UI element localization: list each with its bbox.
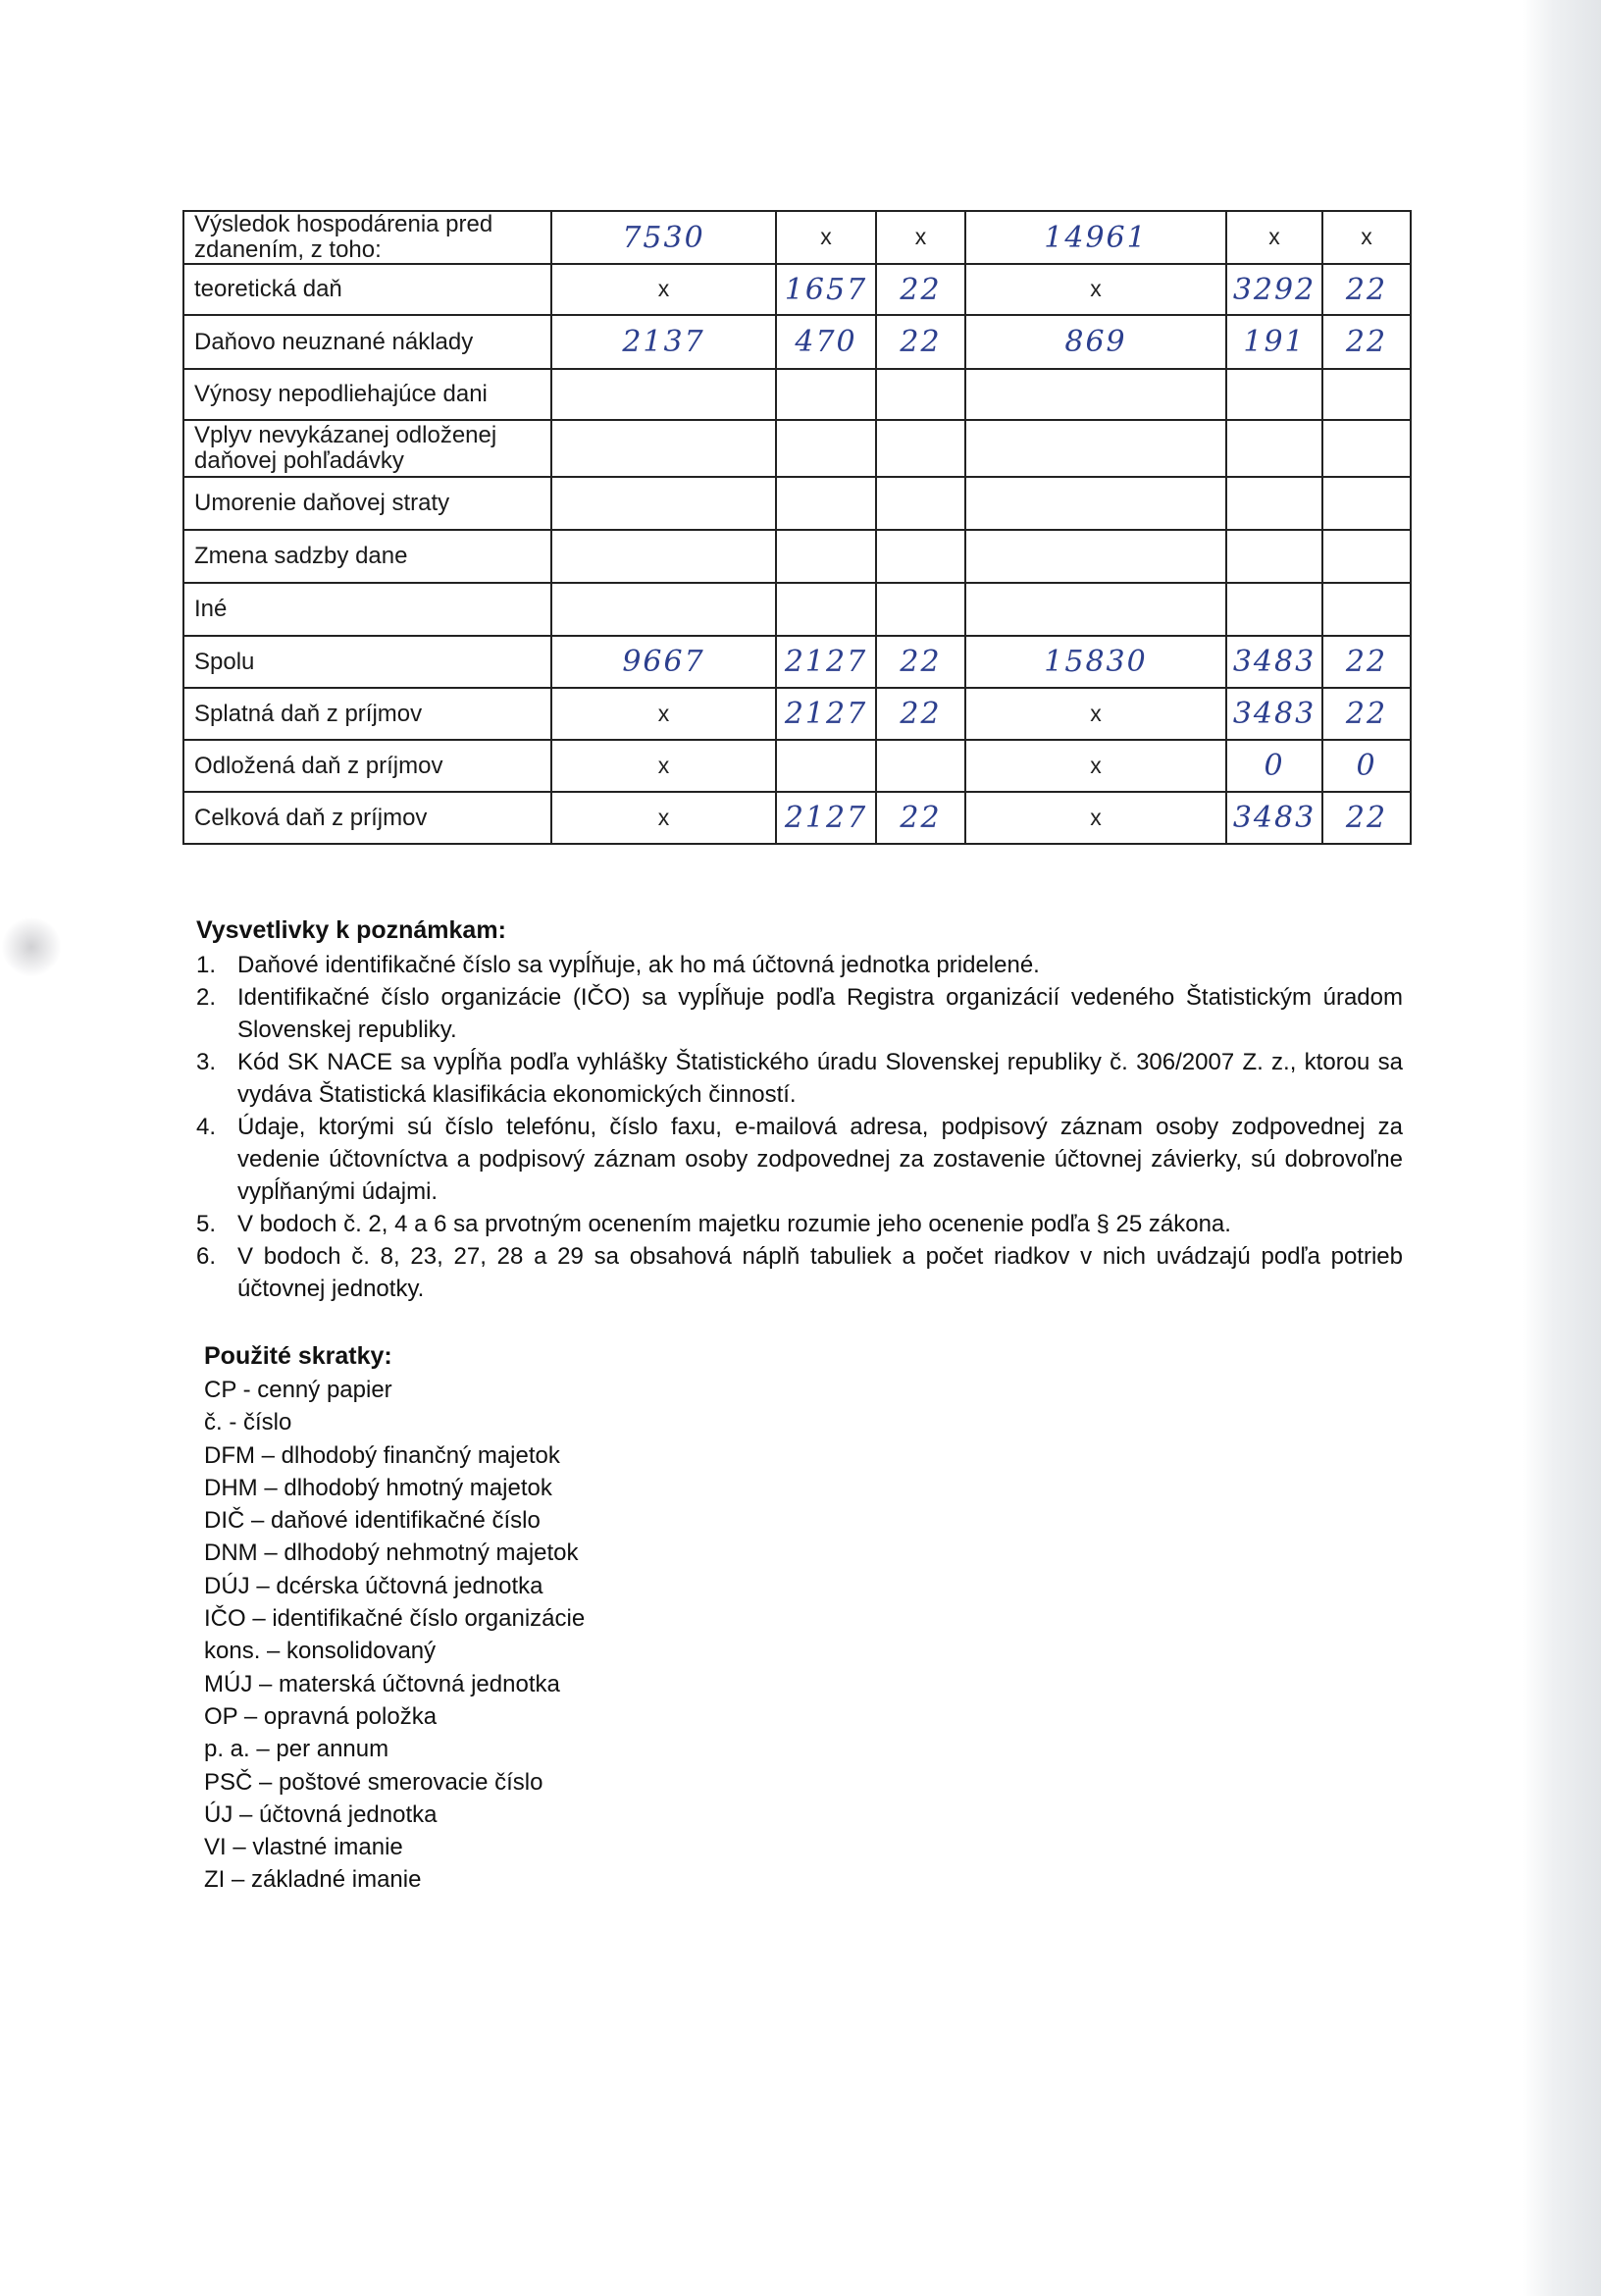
handwritten-value: 22 <box>1345 801 1388 835</box>
not-applicable-mark: x <box>1268 224 1280 249</box>
table-cell <box>1322 688 1411 740</box>
table-cell <box>876 530 965 583</box>
table-row <box>183 264 1411 315</box>
table-cell <box>965 636 1226 688</box>
note-item <box>196 1111 1403 1208</box>
handwritten-value: 15830 <box>1044 645 1148 679</box>
abbreviation-item: IČO – identifikačné číslo organizácie <box>204 1605 586 1633</box>
table-row <box>183 530 1411 583</box>
table-cell <box>965 264 1226 315</box>
not-applicable-mark: x <box>657 700 670 726</box>
table-cell <box>1226 477 1322 530</box>
row-label: Výnosy nepodliehajúce dani <box>183 369 551 420</box>
table-cell <box>1226 583 1322 636</box>
note-item <box>196 981 1403 1046</box>
handwritten-value: 22 <box>900 645 942 679</box>
abbreviations-heading: Použité skratky: <box>204 1342 392 1370</box>
note-item <box>196 1208 1403 1240</box>
abbreviations-section <box>204 1338 585 1897</box>
table-cell <box>1322 420 1411 477</box>
table-cell <box>1226 420 1322 477</box>
table-row <box>183 315 1411 369</box>
not-applicable-mark: x <box>820 224 832 249</box>
table-row <box>183 477 1411 530</box>
note-item <box>196 949 1403 981</box>
not-applicable-mark: x <box>1090 700 1102 726</box>
handwritten-value: 7530 <box>622 220 705 255</box>
handwritten-value: 3483 <box>1232 697 1317 731</box>
table-cell <box>876 369 965 420</box>
handwritten-value: 2127 <box>784 645 868 679</box>
not-applicable-mark: x <box>1361 224 1372 249</box>
table-cell <box>965 211 1226 264</box>
handwritten-value: 2127 <box>784 801 868 835</box>
table-cell <box>965 315 1226 369</box>
table-cell <box>876 264 965 315</box>
abbreviation-item: č. - číslo <box>204 1409 292 1436</box>
abbreviation-item: VI – vlastné imanie <box>204 1834 403 1861</box>
table-cell <box>551 264 776 315</box>
table-cell <box>776 315 876 369</box>
table-cell <box>1226 740 1322 792</box>
table-cell <box>551 211 776 264</box>
table-cell <box>876 420 965 477</box>
table-cell <box>876 477 965 530</box>
note-text: V bodoch č. 2, 4 a 6 sa prvotným ocenením majetku rozumie jeho ocenenie podľa § 25 zákona. <box>237 1211 1231 1237</box>
table-cell <box>965 369 1226 420</box>
income-tax-table <box>182 210 1412 845</box>
abbreviation-item: MÚJ – materská účtovná jednotka <box>204 1670 560 1697</box>
abbreviation-item: ÚJ – účtovná jednotka <box>204 1800 438 1828</box>
table-cell <box>776 477 876 530</box>
row-label: Odložená daň z príjmov <box>183 740 551 792</box>
handwritten-value: 191 <box>1243 325 1306 359</box>
abbreviations-list <box>204 1374 585 1897</box>
note-number: 6. <box>196 1243 217 1270</box>
table-cell <box>965 688 1226 740</box>
table-row <box>183 740 1411 792</box>
table-cell <box>1322 740 1411 792</box>
not-applicable-mark: x <box>657 752 670 778</box>
table-cell <box>1322 583 1411 636</box>
row-label: Daňovo neuznané náklady <box>183 315 551 369</box>
row-label: Zmena sadzby dane <box>183 530 551 583</box>
table-cell <box>551 688 776 740</box>
handwritten-value: 3483 <box>1232 801 1317 835</box>
row-label: Splatná daň z príjmov <box>183 688 551 740</box>
handwritten-value: 0 <box>1264 749 1285 783</box>
table-cell <box>965 792 1226 844</box>
table-cell <box>965 420 1226 477</box>
row-label: Iné <box>183 583 551 636</box>
table-cell <box>1226 315 1322 369</box>
table-row <box>183 688 1411 740</box>
table-cell <box>551 583 776 636</box>
handwritten-value: 22 <box>900 801 942 835</box>
table-row <box>183 420 1411 477</box>
table-cell <box>776 264 876 315</box>
abbreviation-item: DIČ – daňové identifikačné číslo <box>204 1507 541 1535</box>
table-cell <box>1226 264 1322 315</box>
scan-edge-shadow <box>1523 0 1601 2296</box>
table-row <box>183 369 1411 420</box>
notes-heading: Vysvetlivky k poznámkam: <box>196 916 506 944</box>
table-cell <box>551 315 776 369</box>
table-cell <box>776 420 876 477</box>
table-cell <box>776 583 876 636</box>
row-label: teoretická daň <box>183 264 551 315</box>
row-label: Umorenie daňovej straty <box>183 477 551 530</box>
note-text: Údaje, ktorými sú číslo telefónu, číslo faxu, e-mailová adresa, podpisový záznam osoby zodpovednej za vedenie účtovníctva a podpisový záznam osoby zodpovednej za zostavenie účtovnej závierky, sú dobrovoľne vypĺňanými údajmi. <box>237 1114 1403 1205</box>
table-cell <box>876 315 965 369</box>
table-cell <box>776 688 876 740</box>
not-applicable-mark: x <box>914 224 927 249</box>
not-applicable-mark: x <box>657 276 670 301</box>
table-cell <box>776 211 876 264</box>
table-cell <box>876 740 965 792</box>
table-cell <box>876 636 965 688</box>
handwritten-value: 3483 <box>1232 645 1317 679</box>
abbreviation-item: DHM – dlhodobý hmotný majetok <box>204 1474 552 1501</box>
hole-punch-smudge <box>2 917 61 976</box>
row-label: Spolu <box>183 636 551 688</box>
table-cell <box>876 583 965 636</box>
table-row <box>183 211 1411 264</box>
handwritten-value: 2137 <box>622 325 705 359</box>
table-cell <box>551 369 776 420</box>
table-cell <box>1322 369 1411 420</box>
abbreviation-item: DNM – dlhodobý nehmotný majetok <box>204 1539 579 1567</box>
not-applicable-mark: x <box>1090 804 1102 830</box>
note-text: Daňové identifikačné číslo sa vypĺňuje, ak ho má účtovná jednotka pridelené. <box>237 952 1040 978</box>
table-cell <box>965 740 1226 792</box>
table-cell <box>1226 792 1322 844</box>
table-cell <box>876 792 965 844</box>
table-cell <box>776 792 876 844</box>
handwritten-value: 3292 <box>1232 272 1317 307</box>
note-number: 1. <box>196 952 217 978</box>
table-row <box>183 636 1411 688</box>
table-row <box>183 583 1411 636</box>
table-cell <box>551 420 776 477</box>
abbreviation-item: OP – opravná položka <box>204 1702 438 1730</box>
handwritten-value: 470 <box>795 325 857 359</box>
abbreviation-item: kons. – konsolidovaný <box>204 1638 437 1665</box>
handwritten-value: 22 <box>1345 272 1388 307</box>
handwritten-value: 9667 <box>622 645 705 679</box>
table-cell <box>1322 315 1411 369</box>
note-number: 4. <box>196 1114 217 1140</box>
table-cell <box>876 688 965 740</box>
table-cell <box>551 530 776 583</box>
table-cell <box>776 369 876 420</box>
row-label: Výsledok hospodárenia pred zdanením, z toho: <box>183 211 551 264</box>
table-cell <box>1322 211 1411 264</box>
note-number: 3. <box>196 1049 217 1075</box>
note-item <box>196 1240 1403 1305</box>
row-label: Celková daň z príjmov <box>183 792 551 844</box>
table-cell <box>551 792 776 844</box>
table-cell <box>1226 636 1322 688</box>
note-number: 2. <box>196 984 217 1011</box>
table-cell <box>1226 211 1322 264</box>
table-cell <box>1322 636 1411 688</box>
handwritten-value: 22 <box>900 325 942 359</box>
handwritten-value: 22 <box>1345 697 1388 731</box>
row-label: Vplyv nevykázanej odloženej daňovej pohľadávky <box>183 420 551 477</box>
note-number: 5. <box>196 1211 217 1237</box>
table-cell <box>965 530 1226 583</box>
abbreviation-item: DÚJ – dcérska účtovná jednotka <box>204 1572 543 1599</box>
not-applicable-mark: x <box>1090 752 1102 778</box>
table-row <box>183 792 1411 844</box>
table-cell <box>1226 530 1322 583</box>
handwritten-value: 14961 <box>1044 220 1148 255</box>
abbreviation-item: DFM – dlhodobý finančný majetok <box>204 1441 560 1469</box>
note-text: Kód SK NACE sa vypĺňa podľa vyhlášky Štatistického úradu Slovenskej republiky č. 306/2007 Z. z., ktorou sa vydáva Štatistická klasifikácia ekonomických činností. <box>237 1049 1403 1108</box>
table-cell <box>1322 264 1411 315</box>
handwritten-value: 22 <box>1345 645 1388 679</box>
handwritten-value: 0 <box>1356 749 1377 783</box>
handwritten-value: 1657 <box>784 272 868 307</box>
handwritten-value: 2127 <box>784 697 868 731</box>
table-cell <box>551 636 776 688</box>
table-cell <box>551 740 776 792</box>
abbreviation-item: ZI – základné imanie <box>204 1866 422 1894</box>
table-cell <box>1322 792 1411 844</box>
notes-list <box>196 949 1403 1305</box>
handwritten-value: 22 <box>1345 325 1388 359</box>
table-cell <box>776 740 876 792</box>
table-cell <box>965 477 1226 530</box>
note-item <box>196 1046 1403 1111</box>
not-applicable-mark: x <box>657 804 670 830</box>
not-applicable-mark: x <box>1090 276 1102 301</box>
table-cell <box>876 211 965 264</box>
note-text: V bodoch č. 8, 23, 27, 28 a 29 sa obsahová náplň tabuliek a počet riadkov v nich uvádzajú podľa potrieb účtovnej jednotky. <box>237 1243 1403 1302</box>
abbreviation-item: CP - cenný papier <box>204 1377 392 1403</box>
handwritten-value: 22 <box>900 697 942 731</box>
abbreviation-item: p. a. – per annum <box>204 1736 389 1763</box>
explanatory-notes <box>196 914 1403 1305</box>
table-cell <box>1322 477 1411 530</box>
table-cell <box>965 583 1226 636</box>
handwritten-value: 22 <box>900 272 942 307</box>
abbreviation-item: PSČ – poštové smerovacie číslo <box>204 1768 543 1796</box>
table-cell <box>1322 530 1411 583</box>
handwritten-value: 869 <box>1064 325 1127 359</box>
table-cell <box>776 530 876 583</box>
table-cell <box>551 477 776 530</box>
note-text: Identifikačné číslo organizácie (IČO) sa vypĺňuje podľa Registra organizácií vedeného Štatistickým úradom Slovenskej republiky. <box>237 984 1403 1043</box>
table-cell <box>1226 688 1322 740</box>
table-cell <box>1226 369 1322 420</box>
table-cell <box>776 636 876 688</box>
